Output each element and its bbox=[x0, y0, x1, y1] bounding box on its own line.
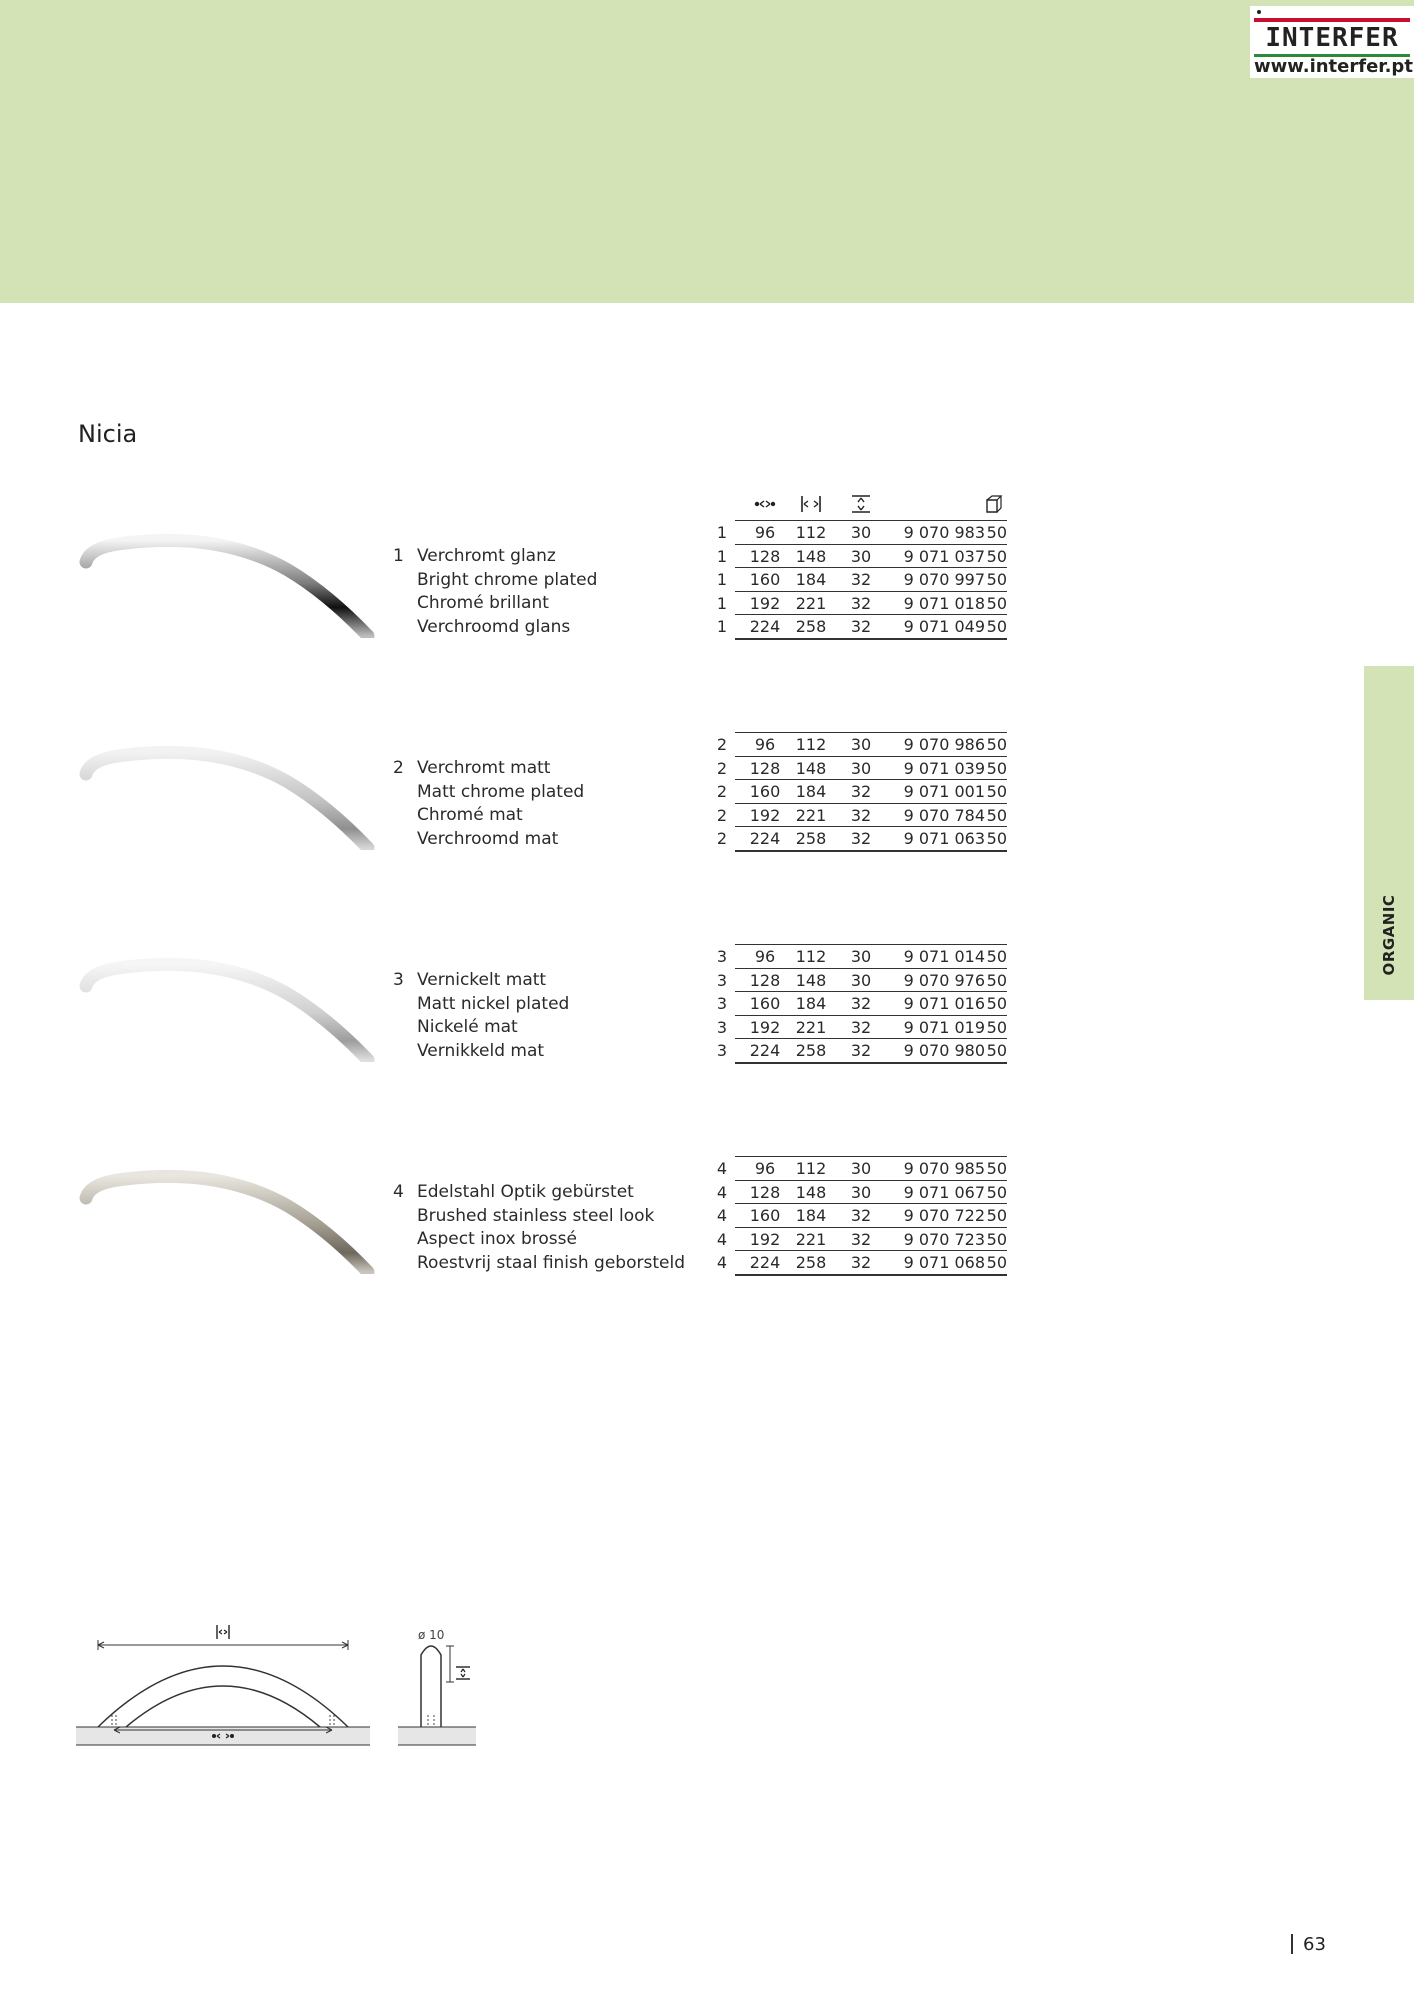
variant-cell: 2 bbox=[716, 782, 728, 801]
table-rule bbox=[735, 756, 1007, 757]
description-de: Verchromt glanz bbox=[417, 546, 556, 566]
table-rule bbox=[735, 732, 1007, 733]
variant-cell: 4 bbox=[716, 1253, 728, 1272]
height-cell: 32 bbox=[850, 829, 872, 848]
description-fr: Chromé brillant bbox=[417, 593, 549, 613]
length-cell: 112 bbox=[795, 1159, 827, 1178]
variant-cell: 4 bbox=[716, 1182, 728, 1202]
package-quantity-cell: 50 bbox=[986, 805, 1007, 825]
article-number-cell: 9 070 980 bbox=[903, 1041, 985, 1060]
length-cell: 258 bbox=[795, 1253, 827, 1272]
article-number-cell: 9 070 983 bbox=[903, 523, 985, 542]
article-number-cell: 9 071 016 bbox=[903, 994, 985, 1013]
height-icon bbox=[841, 494, 881, 514]
table-rule bbox=[735, 803, 1007, 804]
table-rule bbox=[735, 968, 1007, 969]
height-cell: 32 bbox=[850, 1041, 872, 1060]
variant-3-table bbox=[715, 944, 1007, 1062]
length-cell: 112 bbox=[795, 735, 827, 754]
height-cell: 30 bbox=[850, 947, 872, 966]
variant-number: 2 bbox=[393, 758, 404, 778]
side-view bbox=[398, 1628, 476, 1745]
height-cell: 30 bbox=[850, 523, 872, 542]
hole-spacing-cell: 192 bbox=[749, 1017, 781, 1037]
package-quantity-cell: 50 bbox=[986, 994, 1007, 1013]
package-quantity-cell: 50 bbox=[986, 758, 1007, 778]
variant-cell: 1 bbox=[716, 546, 728, 566]
package-quantity-cell: 50 bbox=[986, 735, 1007, 754]
height-cell: 32 bbox=[850, 805, 872, 825]
length-cell: 184 bbox=[795, 994, 827, 1013]
hole-spacing-cell: 192 bbox=[749, 593, 781, 613]
variant-cell: 3 bbox=[716, 994, 728, 1013]
length-cell: 184 bbox=[795, 1206, 827, 1225]
table-row bbox=[715, 1250, 1007, 1274]
height-cell: 32 bbox=[850, 1206, 872, 1225]
article-number-cell: 9 071 014 bbox=[903, 947, 985, 966]
package-quantity-cell: 50 bbox=[986, 570, 1007, 589]
height-cell: 30 bbox=[850, 735, 872, 754]
table-rule bbox=[735, 1250, 1007, 1251]
height-cell: 30 bbox=[850, 970, 872, 990]
table-row bbox=[715, 779, 1007, 803]
package-quantity-cell: 50 bbox=[986, 782, 1007, 801]
table-row bbox=[715, 968, 1007, 992]
table-row bbox=[715, 614, 1007, 638]
table-rule bbox=[735, 1274, 1007, 1276]
hole-spacing-cell: 224 bbox=[749, 829, 781, 848]
description-nl: Verchroomd mat bbox=[417, 828, 559, 849]
package-quantity-cell: 50 bbox=[986, 947, 1007, 966]
length-cell: 148 bbox=[795, 546, 827, 566]
package-icon bbox=[977, 494, 1007, 514]
logo-dot bbox=[1257, 10, 1261, 14]
table-rule bbox=[735, 1062, 1007, 1064]
description-en: Brushed stainless steel look bbox=[417, 1205, 655, 1226]
article-number-cell: 9 070 723 bbox=[903, 1229, 985, 1249]
description-de: Vernickelt matt bbox=[417, 970, 547, 990]
table-row bbox=[715, 544, 1007, 568]
table-row bbox=[715, 1156, 1007, 1180]
table-rule bbox=[735, 567, 1007, 568]
table-row bbox=[715, 1203, 1007, 1227]
package-quantity-cell: 50 bbox=[986, 1182, 1007, 1202]
article-number-cell: 9 071 018 bbox=[903, 593, 985, 613]
table-rule bbox=[735, 1038, 1007, 1039]
package-quantity-cell: 50 bbox=[986, 1159, 1007, 1178]
article-number-cell: 9 071 068 bbox=[903, 1253, 985, 1272]
variant-cell: 1 bbox=[716, 593, 728, 613]
hole-spacing-cell: 96 bbox=[754, 523, 776, 542]
hole-spacing-cell: 128 bbox=[749, 758, 781, 778]
package-quantity-cell: 50 bbox=[986, 546, 1007, 566]
variant-2-table bbox=[715, 732, 1007, 850]
hole-spacing-cell: 192 bbox=[749, 1229, 781, 1249]
table-row bbox=[715, 803, 1007, 827]
article-number-cell: 9 070 976 bbox=[903, 970, 985, 990]
height-cell: 32 bbox=[850, 782, 872, 801]
page-number: 63 bbox=[1303, 1934, 1326, 1955]
length-cell: 221 bbox=[795, 1229, 827, 1249]
description-nl: Vernikkeld mat bbox=[417, 1040, 545, 1061]
article-number-cell: 9 071 063 bbox=[903, 829, 985, 848]
variant-cell: 4 bbox=[716, 1159, 728, 1178]
front-view bbox=[76, 1625, 370, 1745]
length-cell: 258 bbox=[795, 617, 827, 636]
length-cell: 221 bbox=[795, 593, 827, 613]
description-en: Bright chrome plated bbox=[417, 569, 598, 590]
article-number-cell: 9 070 986 bbox=[903, 735, 985, 754]
hole-spacing-cell: 224 bbox=[749, 1253, 781, 1272]
table-row bbox=[715, 732, 1007, 756]
table-rule bbox=[735, 1180, 1007, 1181]
hole-spacing-icon bbox=[743, 494, 787, 514]
length-cell: 112 bbox=[795, 523, 827, 542]
table-row bbox=[715, 944, 1007, 968]
brand-url[interactable]: www.interfer.pt bbox=[1254, 56, 1413, 77]
variant-cell: 3 bbox=[716, 970, 728, 990]
brand-name: INTERFER bbox=[1265, 23, 1399, 53]
article-number-cell: 9 071 067 bbox=[903, 1182, 985, 1202]
variant-number: 4 bbox=[393, 1182, 404, 1202]
variant-cell: 4 bbox=[716, 1229, 728, 1249]
header-band bbox=[0, 0, 1414, 303]
table-row bbox=[715, 1180, 1007, 1204]
article-number-cell: 9 070 784 bbox=[903, 805, 985, 825]
height-cell: 30 bbox=[850, 1159, 872, 1178]
variant-cell: 2 bbox=[716, 758, 728, 778]
length-cell: 258 bbox=[795, 829, 827, 848]
total-length-icon bbox=[217, 1625, 229, 1639]
hole-spacing-cell: 160 bbox=[749, 570, 781, 589]
handle-image-1 bbox=[78, 518, 378, 638]
variant-4-table bbox=[715, 1156, 1007, 1274]
variant-cell: 3 bbox=[716, 947, 728, 966]
table-rule bbox=[735, 850, 1007, 852]
handle-image-3 bbox=[78, 942, 378, 1062]
height-cell: 32 bbox=[850, 593, 872, 613]
variant-number: 3 bbox=[393, 970, 404, 990]
table-rule bbox=[735, 1015, 1007, 1016]
length-cell: 148 bbox=[795, 1182, 827, 1202]
height-cell: 32 bbox=[850, 1229, 872, 1249]
description-fr: Chromé mat bbox=[417, 805, 523, 825]
length-cell: 148 bbox=[795, 970, 827, 990]
height-cell: 32 bbox=[850, 1253, 872, 1272]
description-fr: Nickelé mat bbox=[417, 1017, 518, 1037]
variant-cell: 3 bbox=[716, 1017, 728, 1037]
package-quantity-cell: 50 bbox=[986, 970, 1007, 990]
article-number-cell: 9 070 985 bbox=[903, 1159, 985, 1178]
article-number-cell: 9 070 997 bbox=[903, 570, 985, 589]
table-rule bbox=[735, 826, 1007, 827]
hole-spacing-cell: 160 bbox=[749, 994, 781, 1013]
height-cell: 32 bbox=[850, 617, 872, 636]
description-nl: Verchroomd glans bbox=[417, 616, 571, 637]
table-rule bbox=[735, 591, 1007, 592]
height-cell: 32 bbox=[850, 1017, 872, 1037]
brand-logo[interactable] bbox=[1250, 6, 1414, 78]
article-number-cell: 9 071 049 bbox=[903, 617, 985, 636]
table-rule bbox=[735, 638, 1007, 640]
table-rule bbox=[735, 1156, 1007, 1157]
length-cell: 184 bbox=[795, 782, 827, 801]
length-cell: 112 bbox=[795, 947, 827, 966]
description-en: Matt nickel plated bbox=[417, 993, 570, 1014]
article-number-cell: 9 071 019 bbox=[903, 1017, 985, 1037]
length-cell: 258 bbox=[795, 1041, 827, 1060]
technical-drawing bbox=[76, 1615, 486, 1750]
package-quantity-cell: 50 bbox=[986, 523, 1007, 542]
package-quantity-cell: 50 bbox=[986, 1041, 1007, 1060]
height-cell: 32 bbox=[850, 994, 872, 1013]
article-number-cell: 9 070 722 bbox=[903, 1206, 985, 1225]
length-cell: 184 bbox=[795, 570, 827, 589]
package-quantity-cell: 50 bbox=[986, 1229, 1007, 1249]
logo-red-stripe bbox=[1254, 18, 1410, 22]
table-row bbox=[715, 756, 1007, 780]
variant-cell: 3 bbox=[716, 1041, 728, 1060]
hole-spacing-cell: 224 bbox=[749, 617, 781, 636]
variant-cell: 1 bbox=[716, 523, 728, 542]
length-cell: 221 bbox=[795, 805, 827, 825]
table-header-icons bbox=[715, 494, 1007, 518]
hole-spacing-cell: 128 bbox=[749, 1182, 781, 1202]
table-rule bbox=[735, 614, 1007, 615]
table-row bbox=[715, 567, 1007, 591]
variant-1-table bbox=[715, 520, 1007, 638]
variant-cell: 1 bbox=[716, 617, 728, 636]
hole-spacing-cell: 160 bbox=[749, 782, 781, 801]
hole-spacing-cell: 224 bbox=[749, 1041, 781, 1060]
package-quantity-cell: 50 bbox=[986, 593, 1007, 613]
description-de: Edelstahl Optik gebürstet bbox=[417, 1182, 634, 1202]
total-length-icon bbox=[791, 494, 831, 514]
hole-spacing-cell: 96 bbox=[754, 947, 776, 966]
table-row bbox=[715, 1038, 1007, 1062]
package-quantity-cell: 50 bbox=[986, 1017, 1007, 1037]
package-quantity-cell: 50 bbox=[986, 617, 1007, 636]
description-en: Matt chrome plated bbox=[417, 781, 585, 802]
table-rule bbox=[735, 1203, 1007, 1204]
table-rule bbox=[735, 779, 1007, 780]
height-cell: 30 bbox=[850, 546, 872, 566]
hole-spacing-cell: 192 bbox=[749, 805, 781, 825]
description-nl: Roestvrij staal finish geborsteld bbox=[417, 1252, 685, 1273]
table-rule bbox=[735, 1227, 1007, 1228]
page-number-divider bbox=[1291, 1934, 1293, 1954]
handle-image-4 bbox=[78, 1154, 378, 1274]
table-rule bbox=[735, 944, 1007, 945]
table-row bbox=[715, 1227, 1007, 1251]
height-cell: 30 bbox=[850, 758, 872, 778]
variant-number: 1 bbox=[393, 546, 404, 566]
package-quantity-cell: 50 bbox=[986, 1253, 1007, 1272]
description-de: Verchromt matt bbox=[417, 758, 551, 778]
variant-cell: 2 bbox=[716, 735, 728, 754]
hole-spacing-cell: 96 bbox=[754, 1159, 776, 1178]
hole-spacing-cell: 128 bbox=[749, 970, 781, 990]
variant-cell: 2 bbox=[716, 829, 728, 848]
hole-spacing-cell: 128 bbox=[749, 546, 781, 566]
variant-cell: 1 bbox=[716, 570, 728, 589]
description-fr: Aspect inox brossé bbox=[417, 1229, 577, 1249]
hole-spacing-cell: 96 bbox=[754, 735, 776, 754]
table-row bbox=[715, 520, 1007, 544]
variant-cell: 4 bbox=[716, 1206, 728, 1225]
table-row bbox=[715, 1015, 1007, 1039]
diameter-label: ø 10 bbox=[418, 1628, 445, 1642]
package-quantity-cell: 50 bbox=[986, 1206, 1007, 1225]
package-quantity-cell: 50 bbox=[986, 829, 1007, 848]
height-cell: 32 bbox=[850, 570, 872, 589]
length-cell: 221 bbox=[795, 1017, 827, 1037]
table-rule bbox=[735, 991, 1007, 992]
table-row bbox=[715, 991, 1007, 1015]
height-icon bbox=[456, 1667, 470, 1679]
side-tab-label: ORGANIC bbox=[1380, 894, 1398, 976]
article-number-cell: 9 071 037 bbox=[903, 546, 985, 566]
hole-spacing-cell: 160 bbox=[749, 1206, 781, 1225]
table-rule bbox=[735, 520, 1007, 521]
table-row bbox=[715, 591, 1007, 615]
variant-cell: 2 bbox=[716, 805, 728, 825]
hole-spacing-icon bbox=[210, 1732, 236, 1742]
height-cell: 30 bbox=[850, 1182, 872, 1202]
handle-image-2 bbox=[78, 730, 378, 850]
page-title: Nicia bbox=[78, 420, 138, 448]
article-number-cell: 9 071 039 bbox=[903, 758, 985, 778]
table-row bbox=[715, 826, 1007, 850]
length-cell: 148 bbox=[795, 758, 827, 778]
article-number-cell: 9 071 001 bbox=[903, 782, 985, 801]
table-rule bbox=[735, 544, 1007, 545]
